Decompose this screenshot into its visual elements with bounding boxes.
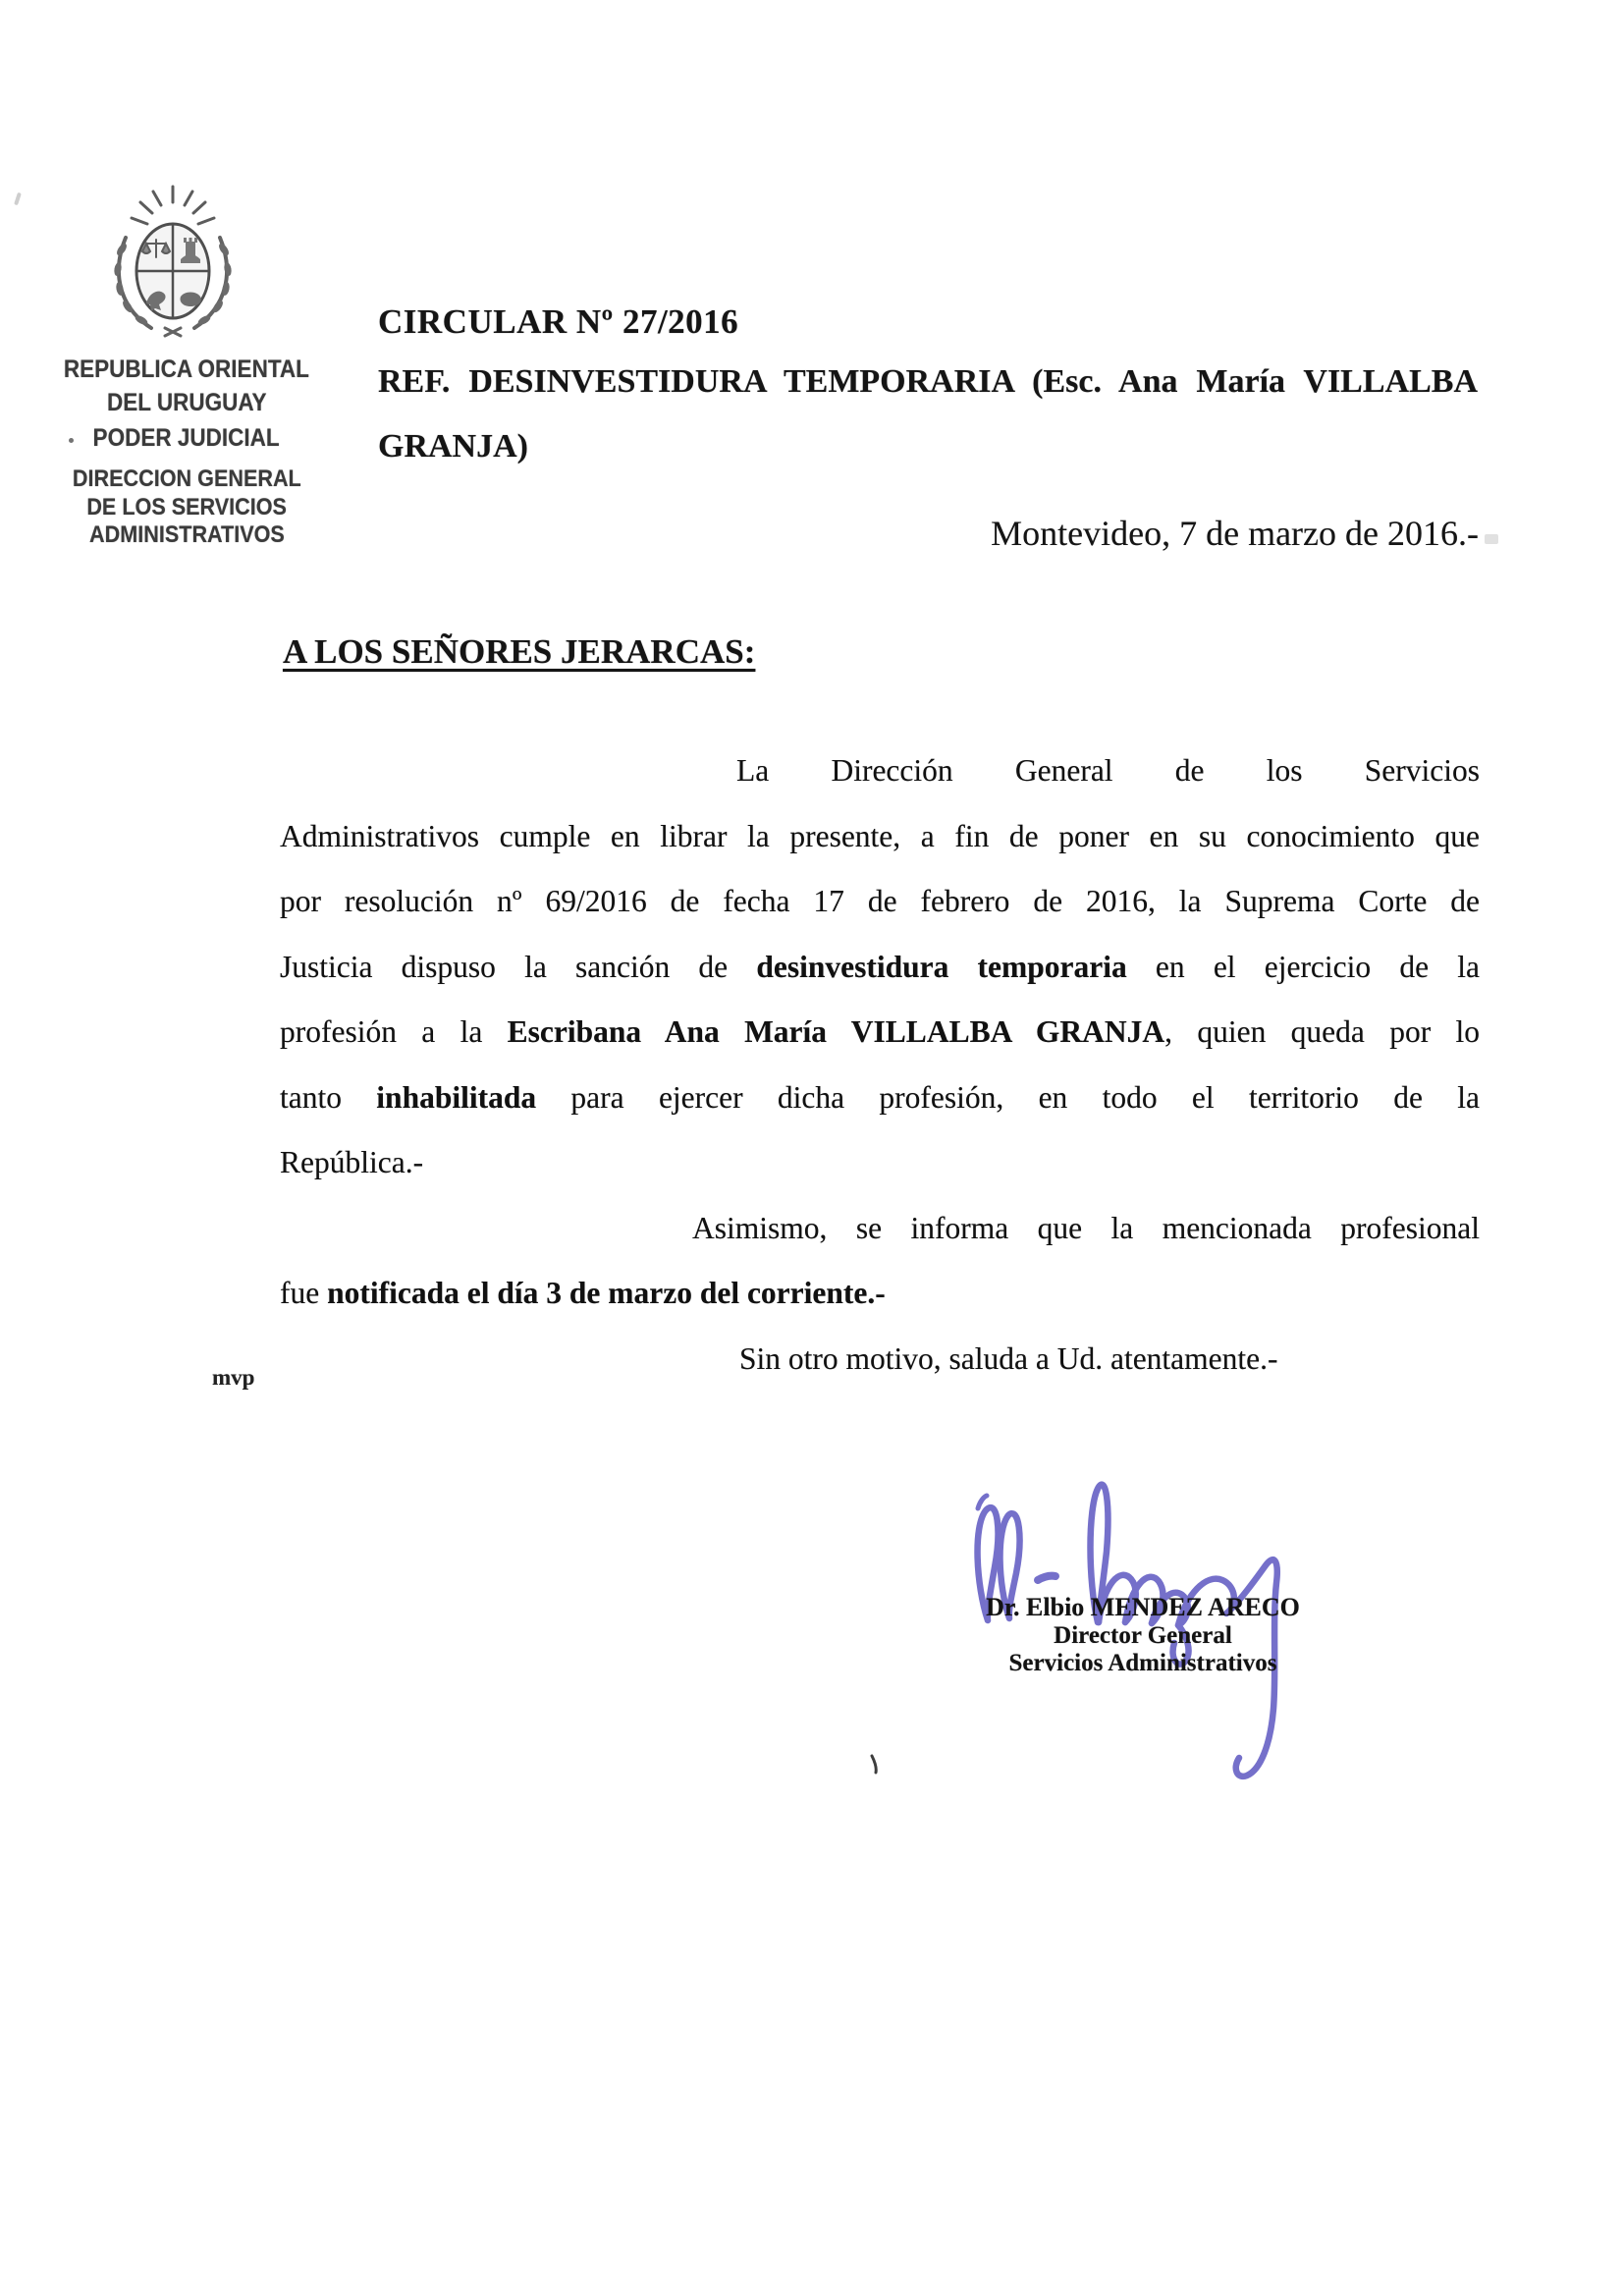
letterhead-line bbox=[20, 465, 353, 493]
letterhead-line bbox=[20, 355, 353, 383]
body-line bbox=[280, 804, 1480, 870]
body-line bbox=[280, 1196, 1480, 1262]
body-text: República.- bbox=[280, 1145, 424, 1179]
scan-artifact-smudge bbox=[1485, 534, 1498, 544]
body-text: para ejercer dicha profesión, en todo el territorio de la bbox=[536, 1079, 1480, 1115]
body-line bbox=[280, 738, 1480, 804]
body-line bbox=[280, 1261, 1480, 1327]
letterhead-text: DE LOS SERVICIOS bbox=[86, 494, 287, 520]
signer-title: Servicios Administrativos bbox=[1008, 1650, 1277, 1676]
body-line bbox=[280, 1327, 1480, 1393]
letter-body bbox=[280, 738, 1480, 1392]
body-line bbox=[280, 869, 1480, 935]
signer-name: Dr. Elbio MENDEZ ARECO bbox=[986, 1593, 1300, 1621]
body-text: Justicia dispuso la sanción de bbox=[280, 949, 757, 984]
letterhead-line bbox=[20, 424, 353, 452]
body-text: Asimismo, se informa que la mencionada profesional bbox=[692, 1210, 1480, 1245]
letterhead-text: DIRECCION GENERAL bbox=[72, 465, 301, 492]
body-text: tanto bbox=[280, 1079, 377, 1115]
circular-number: CIRCULAR Nº 27/2016 bbox=[378, 302, 739, 341]
body-text-bold: Escribana Ana María VILLALBA GRANJA bbox=[507, 1014, 1165, 1049]
body-line bbox=[280, 1066, 1480, 1131]
letterhead-text: ADMINISTRATIVOS bbox=[88, 521, 285, 548]
letterhead-text: REPUBLICA ORIENTAL bbox=[63, 355, 310, 383]
scan-artifact-mark bbox=[14, 192, 22, 206]
letterhead-line bbox=[20, 494, 353, 521]
signature-block bbox=[962, 1593, 1324, 1677]
letterhead-line bbox=[20, 521, 353, 549]
body-text: en el ejercicio de la bbox=[1126, 949, 1480, 984]
body-text: La Dirección General de los Servicios bbox=[736, 753, 1480, 788]
body-text-bold: inhabilitada bbox=[376, 1079, 537, 1115]
uruguay-coat-of-arms-icon bbox=[104, 181, 242, 340]
body-text-bold: desinvestidura temporaria bbox=[756, 949, 1127, 984]
letterhead-line bbox=[20, 389, 353, 416]
body-text: por resolución nº 69/2016 de fecha 17 de febrero de 2016, la Suprema Corte de bbox=[280, 884, 1480, 918]
body-text: , quien queda por lo bbox=[1164, 1014, 1481, 1049]
body-line bbox=[280, 935, 1480, 1001]
body-text-bold: notificada el día 3 de marzo del corriente.- bbox=[327, 1276, 886, 1310]
salutation: A LOS SEÑORES JERARCAS: bbox=[283, 632, 756, 671]
signer-title: Director General bbox=[1054, 1622, 1232, 1649]
letterhead-text: PODER JUDICIAL bbox=[92, 424, 281, 452]
body-text: Sin otro motivo, saluda a Ud. atentamente.- bbox=[739, 1340, 1278, 1376]
body-line bbox=[280, 1000, 1480, 1066]
body-line bbox=[280, 1130, 1480, 1196]
body-text: Administrativos cumple en librar la presente, a fin de poner en su conocimiento que bbox=[280, 818, 1480, 853]
reference-line: GRANJA) bbox=[378, 428, 528, 465]
letterhead-text: DEL URUGUAY bbox=[106, 389, 267, 416]
reference-line: REF. DESINVESTIDURA TEMPORARIA (Esc. Ana María VILLALBA bbox=[378, 363, 1478, 400]
dateline: Montevideo, 7 de marzo de 2016.- bbox=[991, 514, 1479, 553]
body-text: profesión a la bbox=[280, 1014, 508, 1049]
typist-initials: mvp bbox=[212, 1365, 255, 1390]
body-text: fue bbox=[280, 1276, 328, 1310]
scan-artifact-tick bbox=[866, 1752, 888, 1777]
